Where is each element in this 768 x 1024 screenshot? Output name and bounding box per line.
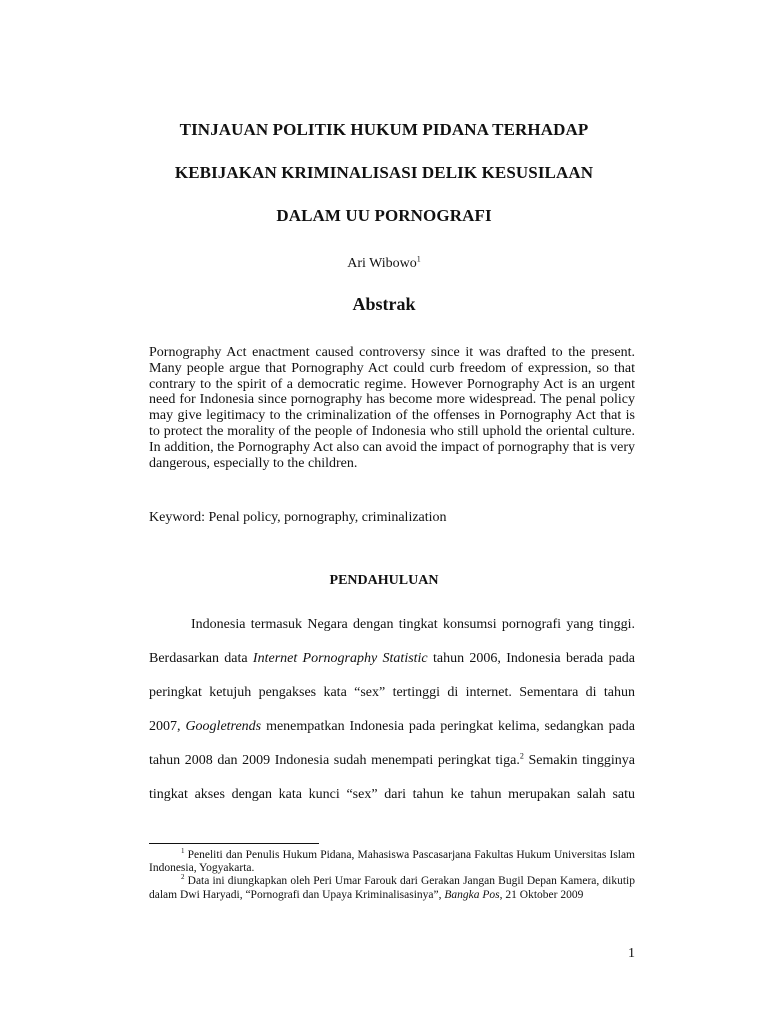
body-text-segment: Semakin tingginya <box>523 753 635 768</box>
keywords: Keyword: Penal policy, pornography, criminalization <box>149 510 447 525</box>
title-line-3: DALAM UU PORNOGRAFI <box>276 206 492 225</box>
title-line-1: TINJAUAN POLITIK HUKUM PIDANA TERHADAP <box>179 120 589 139</box>
body-text-segment: Berdasarkan data <box>149 651 253 666</box>
body-line-2 <box>149 642 635 676</box>
body-line-6: tingkat akses dengan kata kunci “sex” dari tahun ke tahun merupakan salah satu <box>149 787 635 802</box>
body-italic-segment: Internet Pornography Statistic <box>252 651 428 666</box>
body-text-segment: tahun 2006, Indonesia berada pada <box>427 651 635 666</box>
body-line-1: Indonesia termasuk Negara dengan tingkat konsumsi pornografi yang tinggi. <box>191 617 635 632</box>
body-paragraph <box>149 608 635 812</box>
footnote-separator <box>149 843 319 844</box>
footnote-2-mark: 2 <box>181 873 185 882</box>
body-text-segment: tahun 2008 dan 2009 Indonesia sudah menempati peringkat tiga. <box>149 753 520 768</box>
footnote-1-text: Peneliti dan Penulis Hukum Pidana, Mahasiswa Pascasarjana Fakultas Hukum Universitas Islam Indonesia, Yogyakarta. <box>149 849 635 875</box>
footnote-ref-2: 2 <box>519 751 524 761</box>
body-italic-segment: Googletrends <box>185 719 262 734</box>
page-number: 1 <box>628 946 635 961</box>
abstract-text: Pornography Act enactment caused controversy since it was drafted to the present. Many people argue that Pornography Act could curb freedom of expression, so that contrary to the spirit of a democratic regime. However Pornography Act is an urgent need for Indonesia since pornography has become more widespread. The penal policy may give legitimacy to the criminalization of the offenses in Pornography Act that is to protect the morality of the people of Indonesia who still uphold the oriental culture. In addition, the Pornography Act also can avoid the impact of pornography that is very dangerous, especially to the children. <box>149 345 635 471</box>
author <box>0 256 768 272</box>
section-heading: PENDAHULUAN <box>329 573 439 588</box>
body-text-segment: menempatkan Indonesia pada peringkat kelima, sedangkan pada <box>261 719 635 734</box>
footnote-1 <box>149 849 635 875</box>
abstract-heading: Abstrak <box>352 294 416 314</box>
footnotes <box>149 849 635 902</box>
footnote-2-text: Data ini diungkapkan oleh Peri Umar Farouk dari Gerakan Jangan Bugil Depan Kamera, dikutip dalam Dwi Haryadi, “Pornografi dan Upaya Kriminalisasinya”, <box>149 875 635 901</box>
body-line-4 <box>149 710 635 744</box>
footnote-2-italic: Bangka Pos <box>444 888 500 901</box>
footnote-2-end: , 21 Oktober 2009 <box>499 888 584 901</box>
body-text-segment: 2007, <box>149 719 186 734</box>
body-line-3: peringkat ketujuh pengakses kata “sex” tertinggi di internet. Sementara di tahun <box>149 685 635 700</box>
author-name: Ari Wibowo <box>347 256 417 271</box>
footnote-2 <box>149 875 635 901</box>
title-line-2: KEBIJAKAN KRIMINALISASI DELIK KESUSILAAN <box>174 163 594 182</box>
author-footnote-mark: 1 <box>416 254 421 264</box>
body-line-5 <box>149 744 635 778</box>
footnote-1-mark: 1 <box>181 847 185 856</box>
